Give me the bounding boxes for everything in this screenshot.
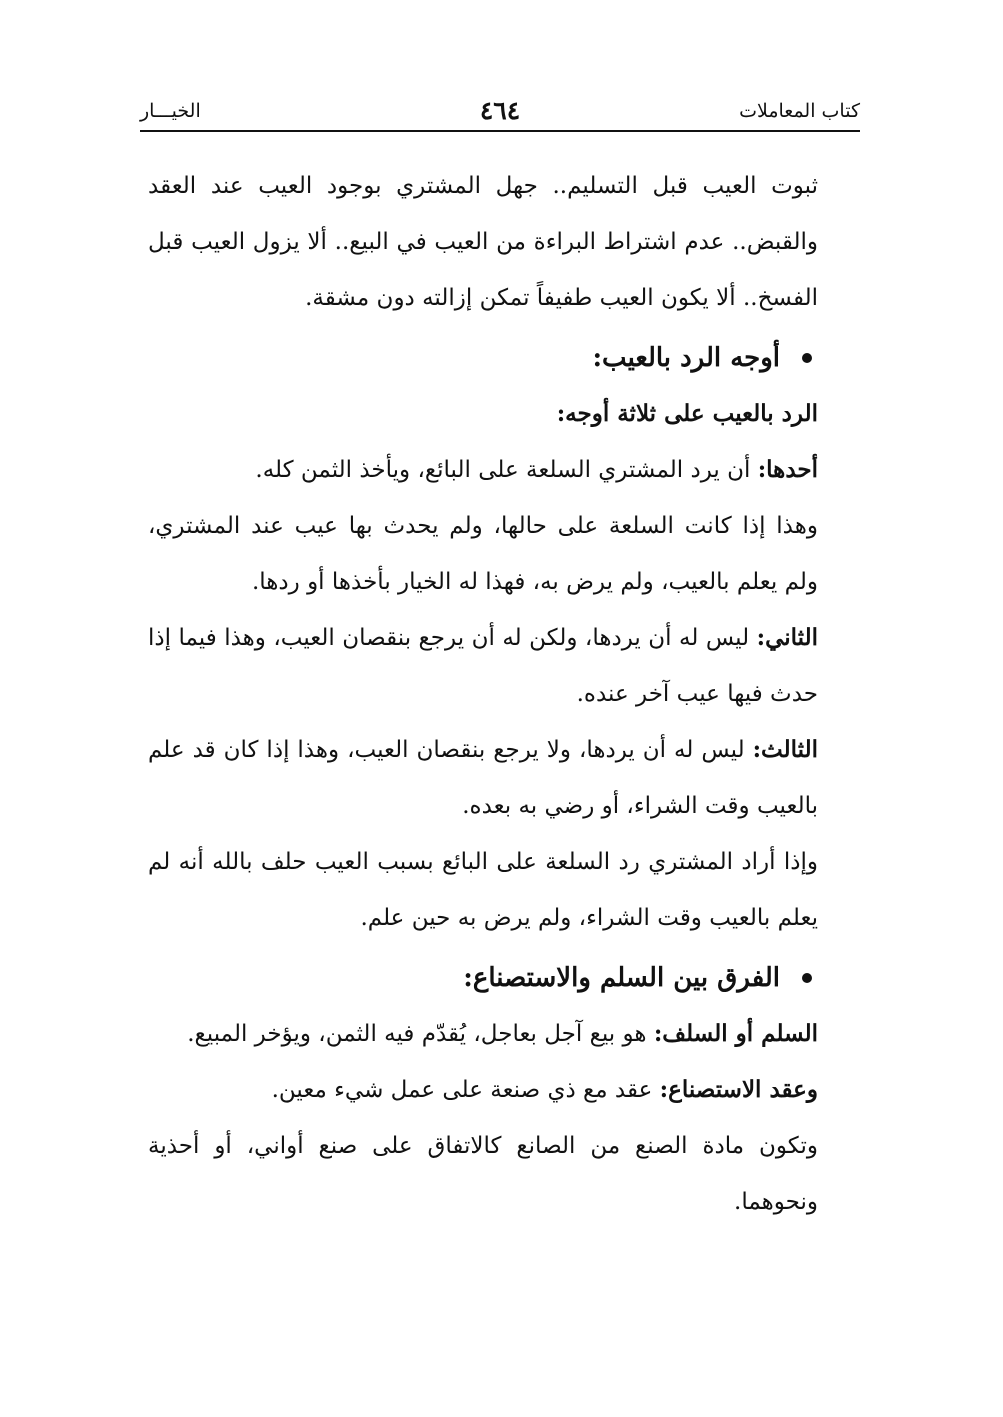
salam-label: السلم أو السلف: <box>653 1020 818 1047</box>
page-header <box>140 96 860 130</box>
istisna-text: عقد مع ذي صنعة على عمل شيء معين. <box>271 1077 660 1103</box>
third-way-paragraph <box>148 722 818 834</box>
bullet-icon <box>802 973 812 983</box>
third-way-text: ليس له أن يردها، ولا يرجع بنقصان العيب، وهذا إذا كان قد علم بالعيب وقت الشراء، أو رضي به بعده. <box>148 737 818 819</box>
page-number: ٤٦٤ <box>479 96 521 125</box>
section-heading-salam-vs-istisna <box>148 950 818 1006</box>
istisna-definition <box>148 1062 818 1118</box>
first-way-text: أن يرد المشتري السلعة على البائع، ويأخذ الثمن كله. <box>255 457 758 483</box>
heading-text: الفرق بين السلم والاستصناع: <box>463 963 780 993</box>
first-way-paragraph <box>148 442 818 498</box>
second-way-text: ليس له أن يردها، ولكن له أن يرجع بنقصان العيب، وهذا فيما إذا حدث فيها عيب آخر عنده. <box>148 625 818 707</box>
third-way-label: الثالث: <box>752 736 818 763</box>
subheading-three-ways: الرد بالعيب على ثلاثة أوجه: <box>556 400 818 427</box>
first-way-note: وهذا إذا كانت السلعة على حالها، ولم يحدث بها عيب عند المشتري، ولم يعلم بالعيب، ولم يرض به، فهذا له الخيار بأخذها أو ردها. <box>148 513 818 595</box>
istisna-label: وعقد الاستصناع: <box>659 1076 818 1103</box>
page-body <box>148 158 818 1230</box>
bullet-icon <box>802 353 812 363</box>
second-way-label: الثاني: <box>756 624 818 651</box>
intro-paragraph: ثبوت العيب قبل التسليم.. جهل المشتري بوجود العيب عند العقد والقبض.. عدم اشتراط البراءة من العيب في البيع.. ألا يزول العيب قبل الفسخ.. ألا يكون العيب طفيفاً تمكن إزالته دون مشقة. <box>148 173 818 311</box>
chapter-title: الخيـــار <box>140 100 201 122</box>
first-way-label: أحدها: <box>757 456 818 483</box>
salam-definition <box>148 1006 818 1062</box>
heading-text: أوجه الرد بالعيب: <box>592 343 780 373</box>
istisna-note: وتكون مادة الصنع من الصانع كالاتفاق على صنع أواني، أو أحذية ونحوهما. <box>148 1133 818 1215</box>
oath-paragraph: وإذا أراد المشتري رد السلعة على البائع بسبب العيب حلف بالله أنه لم يعلم بالعيب وقت الشراء، ولم يرض به حين علم. <box>148 849 818 931</box>
section-heading-return-by-defect <box>148 330 818 386</box>
salam-text: هو بيع آجل بعاجل، يُقدّم فيه الثمن، ويؤخر المبيع. <box>187 1021 654 1047</box>
second-way-paragraph <box>148 610 818 722</box>
header-divider <box>140 130 860 132</box>
book-title: كتاب المعاملات <box>739 100 860 122</box>
